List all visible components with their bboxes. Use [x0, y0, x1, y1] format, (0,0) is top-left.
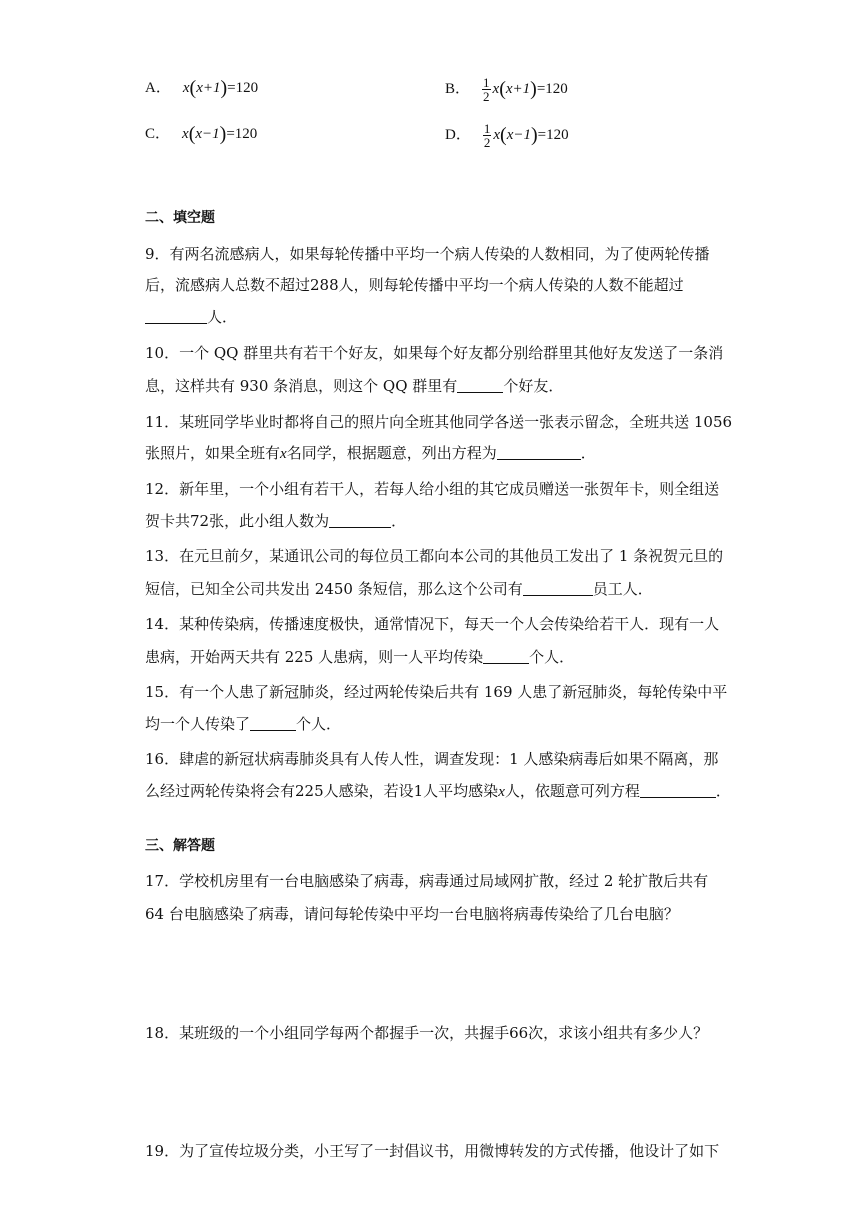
q13-line-1: 13．在元旦前夕，某通讯公司的每位员工都向本公司的其他员工发出了 1 条祝贺元旦的: [145, 547, 724, 565]
option-d[interactable]: D． $\frac{1}{2}$ x(x−1)=120: [445, 121, 569, 150]
q9-line-1: 9．有两名流感病人，如果每轮传播中平均一个病人传染的人数相同，为了使两轮传播: [145, 245, 710, 263]
option-a-inner: x+1: [196, 80, 221, 96]
q10-line-2: 息，这样共有 930 条消息，则这个 QQ 群里有 个好友．: [145, 377, 564, 395]
fraction-one-half: $\frac{1}{2}$: [483, 75, 490, 104]
option-a[interactable]: A． x(x+1)=120: [145, 77, 259, 99]
variable-x: x: [492, 80, 500, 97]
q15-line-2: 均一个人传染了 个人．: [145, 715, 342, 733]
section-heading-fill-in: 二、填空题: [145, 210, 215, 226]
answer-blank[interactable]: [329, 513, 391, 528]
variable-x: x: [182, 80, 190, 96]
q9-line-2: 后，流感病人总数不超过288人，则每轮传播中平均一个病人传染的人数不能超过: [145, 276, 684, 294]
option-b-rhs: =120: [536, 80, 568, 97]
option-c-inner: x−1: [195, 126, 220, 142]
option-letter: B．: [445, 80, 471, 97]
option-b-inner: x+1: [505, 80, 531, 97]
q14-line-2: 患病，开始两天共有 225 人患病，则一人平均传染 个人．: [145, 648, 575, 666]
option-c-rhs: =120: [226, 126, 258, 142]
q17-line-2: 64 台电脑感染了病毒，请问每轮传染中平均一台电脑将病毒传染给了几台电脑？: [145, 905, 679, 923]
q12-line-2: 贺卡共72张，此小组人数为 ．: [145, 512, 407, 530]
option-letter: A．: [145, 80, 171, 96]
option-d-inner: x−1: [506, 126, 531, 143]
option-letter: C．: [145, 126, 171, 142]
answer-blank[interactable]: [523, 581, 593, 596]
option-b[interactable]: B． $\frac{1}{2}$ x(x+1)=120: [445, 75, 568, 104]
answer-blank[interactable]: [497, 445, 581, 460]
answer-blank[interactable]: [640, 783, 716, 798]
q14-line-1: 14．某种传染病，传播速度极快，通常情况下，每天一个人会传染给若干人．现有一人: [145, 615, 720, 633]
option-letter: D．: [445, 126, 471, 143]
q12-line-1: 12．新年里，一个小组有若干人，若每人给小组的其它成员赠送一张贺年卡，则全组送: [145, 480, 720, 498]
q9-line-3: 人．: [145, 307, 725, 327]
option-d-rhs: =120: [537, 126, 569, 143]
q10-line-1: 10．一个 QQ 群里共有若干个好友，如果每个好友都分别给群里其他好友发送了一条消: [145, 344, 724, 362]
answer-blank[interactable]: [250, 716, 296, 731]
option-c[interactable]: C． x(x−1)=120: [145, 123, 258, 145]
q11-line-1: 11．某班同学毕业时都将自己的照片向全班其他同学各送一张表示留念，全班共送 1056: [145, 413, 733, 431]
q11-line-2: 张照片，如果全班有x名同学，根据题意，列出方程为 ．: [145, 444, 596, 462]
q16-line-2: 么经过两轮传染将会有225人感染，若设1人平均感染x人，依题意可列方程 ．: [145, 782, 731, 800]
option-a-rhs: =120: [227, 80, 259, 96]
answer-blank[interactable]: [457, 378, 503, 393]
q17-line-1: 17．学校机房里有一台电脑感染了病毒，病毒通过局域网扩散，经过 2 轮扩散后共有: [145, 872, 709, 890]
q19-line-1: 19．为了宣传垃圾分类，小王写了一封倡议书，用微博转发的方式传播，他设计了如下: [145, 1142, 720, 1160]
variable-x: x: [182, 126, 189, 142]
q16-line-1: 16．肆虐的新冠状病毒肺炎具有人传人性，调查发现：1 人感染病毒后如果不隔离，那: [145, 750, 719, 768]
q15-line-1: 15．有一个人患了新冠肺炎，经过两轮传染后共有 169 人患了新冠肺炎，每轮传染中平: [145, 683, 728, 701]
answer-blank[interactable]: [145, 309, 207, 324]
q13-line-2: 短信，已知全公司共发出 2450 条短信，那么这个公司有 员工人．: [145, 580, 653, 598]
variable-x: x: [493, 126, 501, 143]
q18-line-1: 18．某班级的一个小组同学每两个都握手一次，共握手66次，求该小组共有多少人？: [145, 1024, 709, 1042]
answer-blank[interactable]: [483, 649, 529, 664]
fraction-one-half: $\frac{1}{2}$: [483, 121, 491, 150]
section-heading-solve: 三、解答题: [145, 838, 215, 854]
